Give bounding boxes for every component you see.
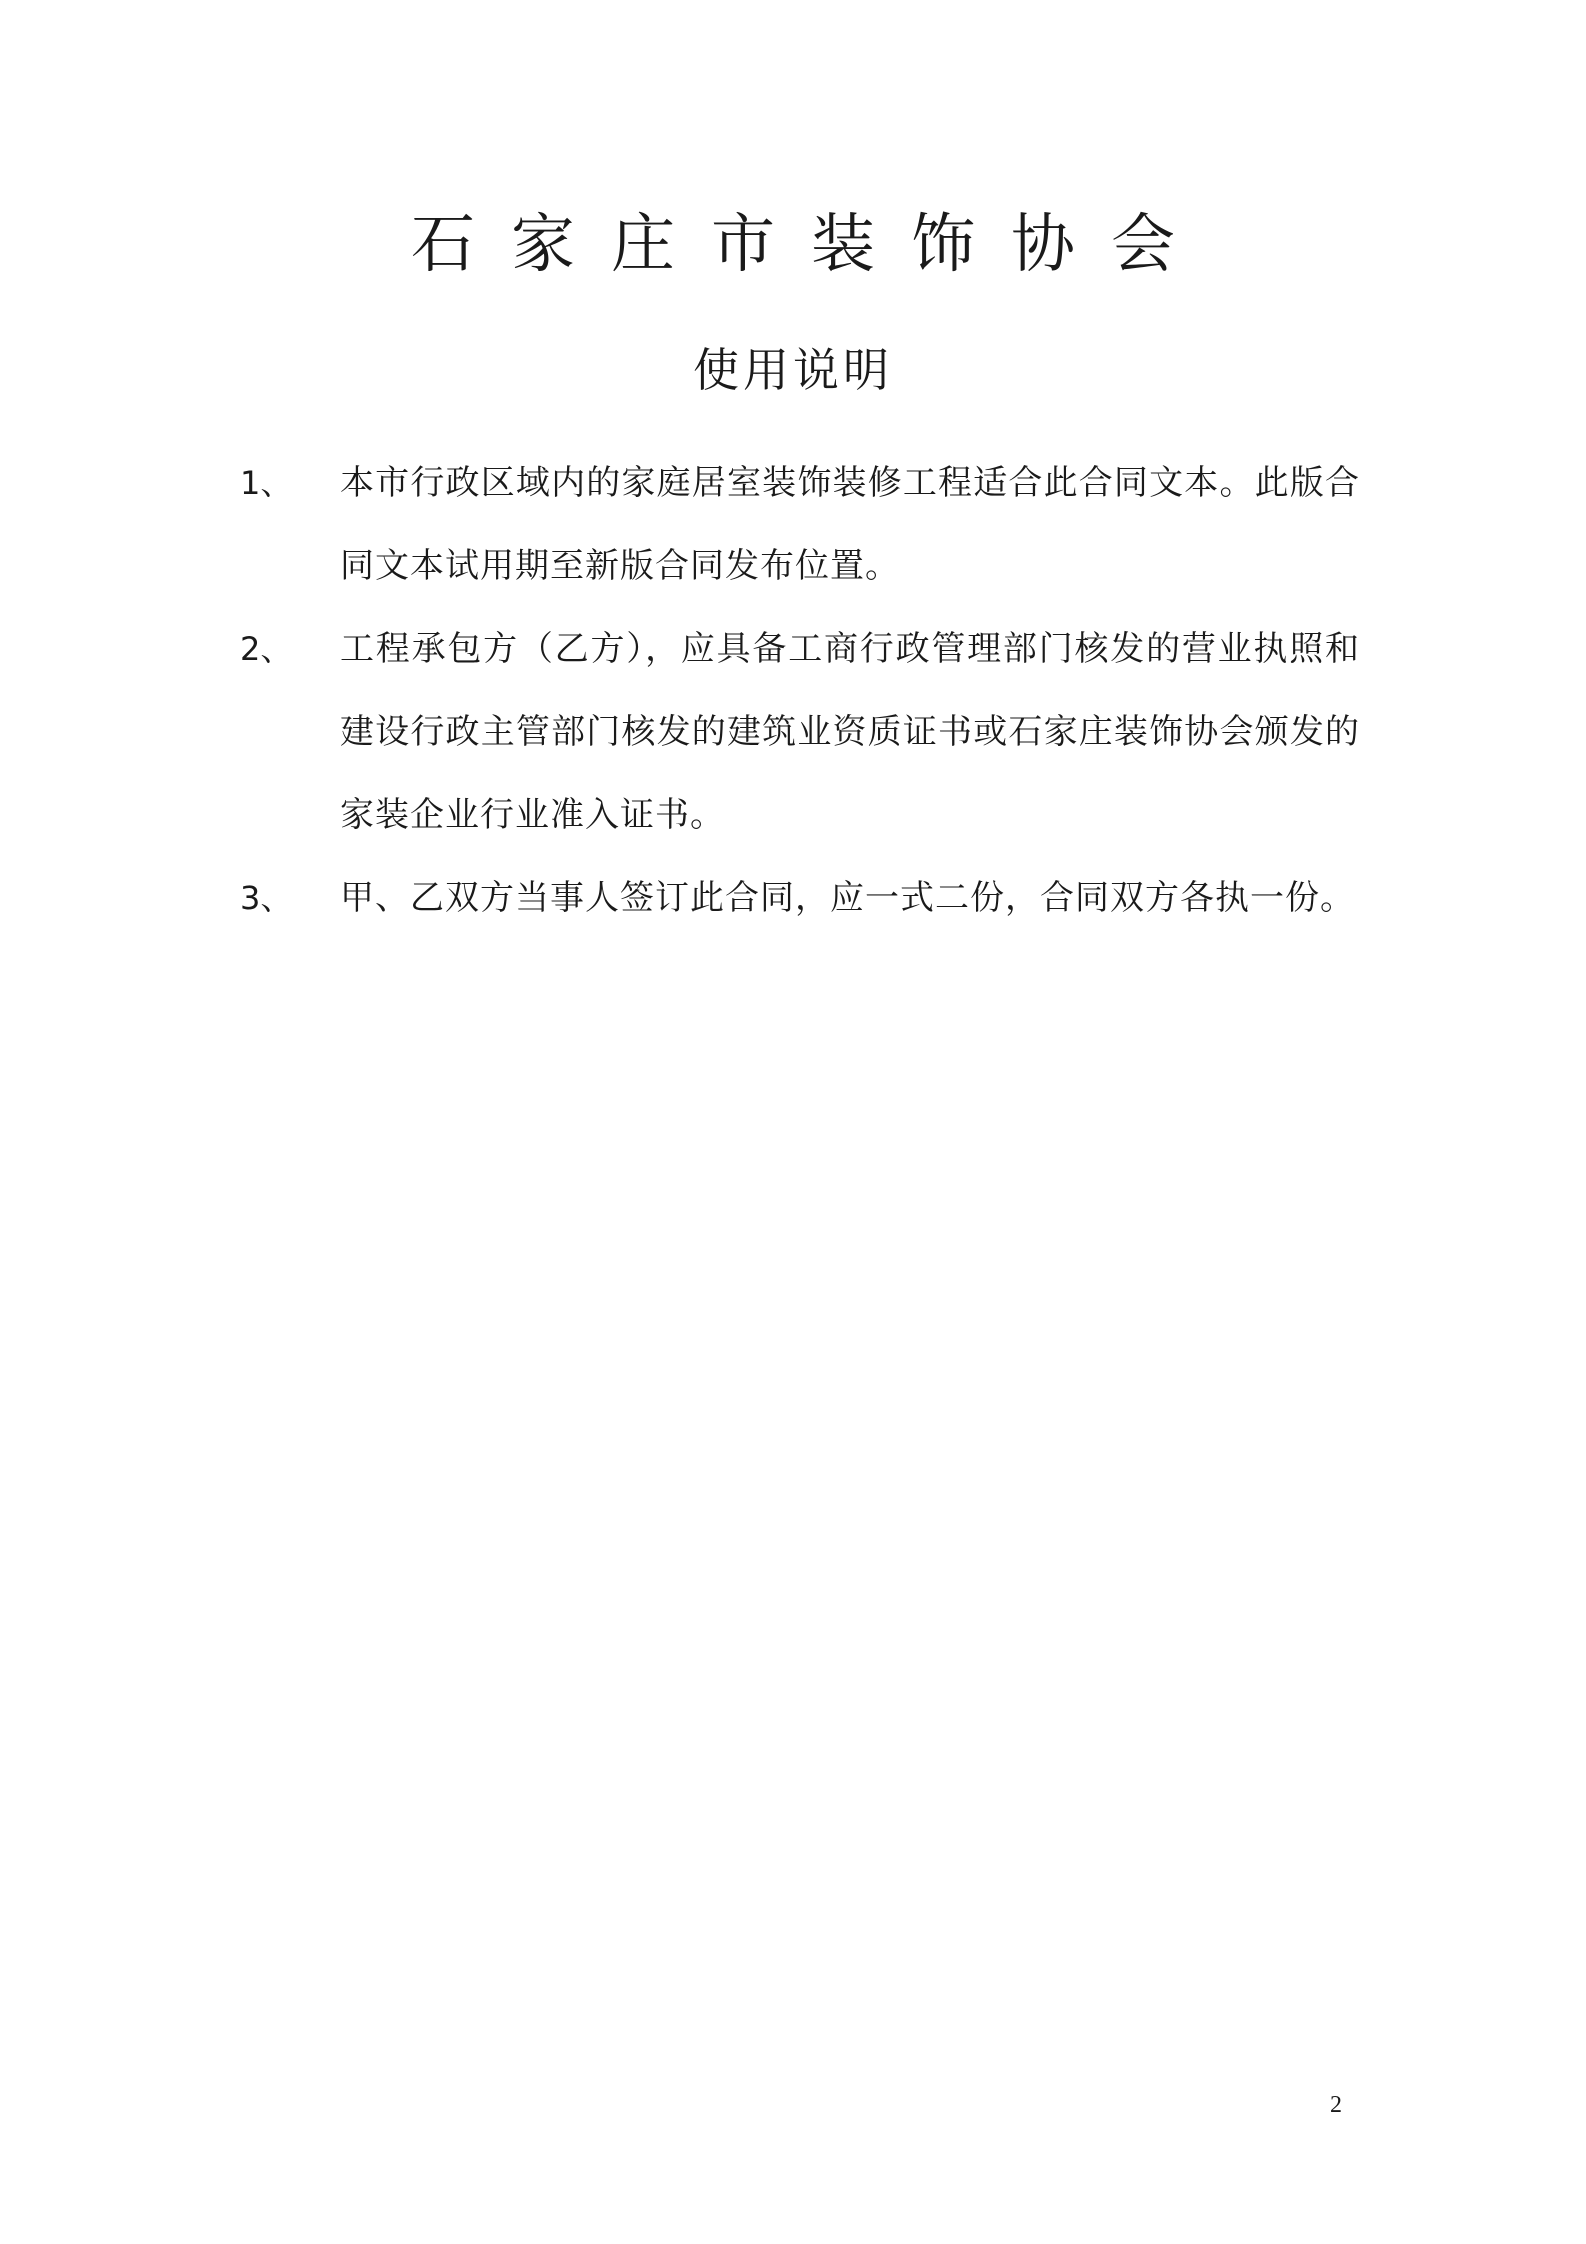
page-number: 2 (1330, 2092, 1342, 2118)
list-item (240, 857, 1360, 940)
document-title: 使用说明 (693, 343, 893, 397)
item-text: 工程承包方（乙方），应具备工商行政管理部门核发的营业执照和建设行政主管部门核发的建筑业资质证书或石家庄装饰协会颁发的家装企业行业准入证书。 (340, 629, 1360, 835)
list-item (240, 442, 1360, 608)
item-number: 2、 (240, 630, 293, 668)
item-text: 甲、乙双方当事人签订此合同，应一式二份，合同双方各执一份。 (340, 878, 1355, 918)
item-text: 本市行政区域内的家庭居室装饰装修工程适合此合同文本。此版合同文本试用期至新版合同发布位置。 (340, 463, 1360, 586)
instruction-list (240, 442, 1360, 940)
organization-title: 石家庄市装饰协会 (411, 208, 1211, 282)
item-number: 1、 (240, 464, 293, 502)
list-item (240, 608, 1360, 857)
item-number: 3、 (240, 879, 293, 917)
